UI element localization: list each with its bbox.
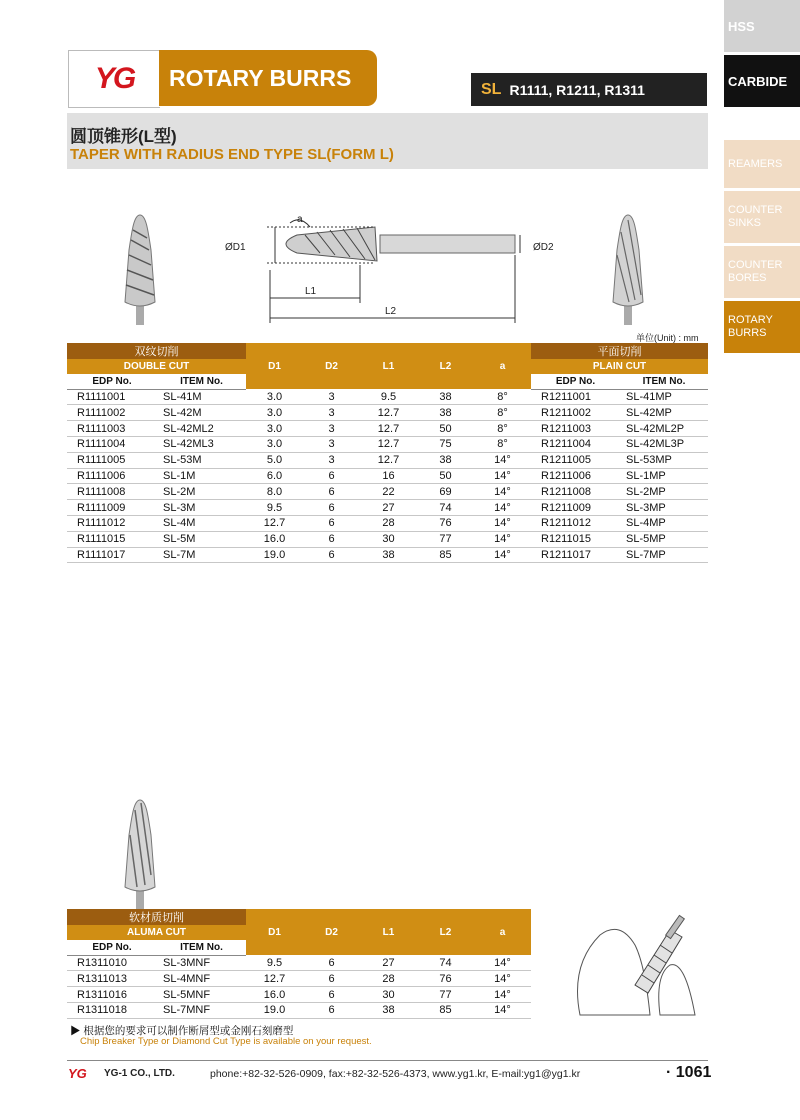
col-l2: L2 [417,343,474,389]
cell-d2: 6 [328,988,335,1001]
cell-l2: 85 [439,1004,452,1017]
cell-l2: 50 [439,469,452,482]
cell-l1: 9.5 [380,390,397,403]
cell-l1: 28 [382,517,395,530]
double-cut-cn: 双纹切削 [67,343,246,359]
edp-plain: R1211005 [541,454,591,467]
table-row [67,405,708,421]
cell-d1: 6.0 [266,469,283,482]
cell-d2: 3 [328,438,335,451]
cell-a: 8° [497,390,508,403]
col-edp-plain: EDP No. [531,374,620,389]
cell-a: 8° [497,422,508,435]
cell-d2: 6 [328,469,335,482]
label-l2: L2 [385,306,397,317]
edp-double: R1111001 [77,390,126,403]
footer-contact: phone:+82-32-526-0909, fax:+82-32-526-4373, www.yg1.kr, E-mail:yg1@yg1.kr [210,1068,581,1080]
table-row [67,421,708,437]
cell-d2: 3 [328,406,335,419]
cell-a: 14° [494,485,511,498]
col-edp: EDP No. [67,374,157,389]
usage-illustration [560,905,710,1025]
cell-d1: 12.7 [263,517,286,530]
cell-a: 14° [494,548,511,561]
cell-l2: 38 [439,390,452,403]
table-row [67,955,531,971]
unit-label: 单位(Unit) : mm [636,333,699,343]
table-row [67,484,708,500]
cell-d1: 19.0 [263,1004,286,1017]
cell-l2: 74 [439,501,452,514]
item-double: SL-4M [163,517,196,530]
logo-text: YG [94,62,135,95]
edp-double: R1111004 [77,438,126,451]
cell-l2: 75 [439,438,452,451]
col-d2: D2 [303,909,360,955]
burr-photo-left [115,210,165,325]
footer-divider [67,1060,708,1061]
col-edp: EDP No. [67,940,157,955]
tab-counter-bores[interactable] [724,246,800,298]
table-row [67,452,708,468]
table-row [67,436,708,452]
tab-hss[interactable] [724,0,800,52]
tab-label: ROTARY BURRS [728,314,773,339]
cell-d1: 9.5 [266,956,283,969]
cell-d2: 6 [328,533,335,546]
item-plain: SL-7MP [626,548,666,561]
item-plain: SL-4MP [626,517,666,530]
cell-d2: 3 [328,422,335,435]
item-double: SL-42ML3 [163,438,214,451]
edp-plain: R1211001 [541,390,591,403]
cell-d2: 6 [328,972,335,985]
edp-double: R1111008 [77,485,126,498]
cell-a: 14° [494,517,511,530]
table-row [67,531,708,547]
col-l1: L1 [360,343,417,389]
cell-l1: 12.7 [377,406,400,419]
col-l2: L2 [417,909,474,955]
item-plain: SL-42MP [626,406,672,419]
footer-logo: YG [68,1066,87,1081]
brand-logo [68,50,160,108]
cell-a: 14° [494,956,511,969]
item-double: SL-42ML2 [163,422,214,435]
item-double: SL-41M [163,390,202,403]
tab-label: HSS [728,18,755,34]
col-l1: L1 [360,909,417,955]
footer-company: YG-1 CO., LTD. [104,1068,175,1079]
cell-l2: 76 [439,972,452,985]
cell-d2: 6 [328,501,335,514]
edp-double: R1111017 [77,548,126,561]
aluma-cut-en: ALUMA CUT [67,925,246,940]
section-title: ROTARY BURRS [159,50,377,106]
cell-a: 14° [494,501,511,514]
cell-l2: 38 [439,406,452,419]
col-d2: D2 [303,343,360,389]
edp-plain: R1211009 [541,501,591,514]
series-codes: R1111, R1211, R1311 [509,81,645,98]
col-d1: D1 [246,909,303,955]
burr-photo-aluma [115,795,165,910]
cell-l1: 30 [382,988,395,1001]
note-cn: ▶ 根据您的要求可以制作断屑型或金刚石刻磨型 [70,1025,294,1037]
cell-a: 14° [494,533,511,546]
cell-l2: 76 [439,517,452,530]
item-double: SL-53M [163,454,202,467]
cell-d1: 12.7 [263,972,286,985]
cell-a: 14° [494,972,511,985]
cell-d2: 6 [328,485,335,498]
cell-d1: 3.0 [266,438,283,451]
col-item: ITEM No. [157,374,246,389]
cell-l2: 38 [439,454,452,467]
tab-counter-sinks[interactable] [724,191,800,243]
plain-cut-cn: 平面切削 [531,343,708,359]
cell-l1: 27 [382,956,395,969]
cell-d2: 3 [328,454,335,467]
item-plain: SL-5MP [626,533,666,546]
cell-d1: 9.5 [266,501,283,514]
cell-d1: 8.0 [266,485,283,498]
item-plain: SL-3MP [626,501,666,514]
tab-rotary-burrs[interactable] [724,301,800,353]
item-plain: SL-2MP [626,485,666,498]
cn-title: 圆顶锥形(L型) [70,127,177,146]
cell-d2: 6 [328,956,335,969]
cell-l1: 38 [382,548,395,561]
cell-d2: 6 [328,548,335,561]
edp-double: R1111012 [77,517,126,530]
cell-d1: 3.0 [266,406,283,419]
item-double: SL-5M [163,533,196,546]
item-double: SL-3M [163,501,196,514]
series-prefix: SL [481,80,502,98]
col-a: a [474,343,531,389]
edp-plain: R1211012 [541,517,591,530]
cell-d2: 6 [328,1004,335,1017]
cell-d1: 3.0 [266,422,283,435]
plain-cut-en: PLAIN CUT [531,359,708,374]
edp-plain: R1211017 [541,548,591,561]
col-item: ITEM No. [157,940,246,955]
table-row [67,987,531,1003]
cell-l1: 12.7 [377,422,400,435]
cell-l1: 16 [382,469,395,482]
item-aluma: SL-5MNF [163,988,211,1001]
cell-l2: 74 [439,956,452,969]
table-row [67,500,708,516]
table-row [67,389,708,405]
double-cut-en: DOUBLE CUT [67,359,246,374]
cell-d2: 3 [328,390,335,403]
cell-d1: 5.0 [266,454,283,467]
item-plain: SL-42ML2P [626,422,685,435]
cell-l1: 30 [382,533,395,546]
cell-l2: 77 [439,988,452,1001]
tab-label: COUNTER BORES [728,259,783,284]
item-plain: SL-42ML3P [626,438,685,451]
edp-plain: R1211006 [541,469,591,482]
tab-label: COUNTER SINKS [728,204,783,229]
item-double: SL-1M [163,469,196,482]
item-double: SL-7M [163,548,196,561]
edp-double: R1111006 [77,469,126,482]
cell-d1: 19.0 [263,548,286,561]
item-double: SL-2M [163,485,196,498]
edp-double: R1111003 [77,422,126,435]
col-d1: D1 [246,343,303,389]
cell-a: 8° [497,406,508,419]
cell-d2: 6 [328,517,335,530]
note-en: Chip Breaker Type or Diamond Cut Type is available on your request. [80,1036,372,1047]
table-row [67,547,708,563]
cell-l1: 38 [382,1004,395,1017]
edp-aluma: R1311018 [77,1004,127,1017]
label-d1: ØD1 [225,242,246,253]
cell-d1: 3.0 [266,390,283,403]
table-row [67,468,708,484]
cell-l1: 28 [382,972,395,985]
edp-double: R1111015 [77,533,126,546]
aluma-cut-cn: 软材质切削 [67,909,246,925]
table-row [67,515,708,531]
edp-double: R1111005 [77,454,126,467]
burr-photo-right [603,210,653,325]
item-plain: SL-41MP [626,390,672,403]
cell-l2: 50 [439,422,452,435]
tab-label: CARBIDE [728,73,788,89]
page-number: · 1061 [666,1064,712,1081]
cell-a: 14° [494,988,511,1001]
dimension-diagram [215,205,575,330]
cell-l2: 69 [439,485,452,498]
item-plain: SL-53MP [626,454,672,467]
item-plain: SL-1MP [626,469,666,482]
edp-plain: R1211003 [541,422,591,435]
col-item-plain: ITEM No. [620,374,708,389]
label-l1: L1 [305,286,317,297]
cell-a: 14° [494,454,511,467]
en-title: TAPER WITH RADIUS END TYPE SL(FORM L) [70,146,394,163]
cell-l2: 77 [439,533,452,546]
col-a: a [474,909,531,955]
cell-l1: 22 [382,485,395,498]
edp-aluma: R1311016 [77,988,127,1001]
edp-double: R1111002 [77,406,126,419]
cell-l1: 27 [382,501,395,514]
cell-a: 8° [497,438,508,451]
edp-aluma: R1311010 [77,956,127,969]
item-aluma: SL-3MNF [163,956,211,969]
cell-l1: 12.7 [377,438,400,451]
item-aluma: SL-7MNF [163,1004,211,1017]
main-spec-table [67,343,708,563]
tab-label: REAMERS [728,157,783,170]
cell-d1: 16.0 [263,533,286,546]
aluma-spec-table [67,909,531,1019]
edp-plain: R1211004 [541,438,591,451]
tab-reamers[interactable] [724,140,800,188]
edp-double: R1111009 [77,501,126,514]
item-aluma: SL-4MNF [163,972,211,985]
label-a: a [297,214,303,225]
cell-a: 14° [494,469,511,482]
edp-plain: R1211002 [541,406,591,419]
tab-carbide[interactable] [724,55,800,107]
edp-plain: R1211015 [541,533,591,546]
cell-a: 14° [494,1004,511,1017]
table-row [67,971,531,987]
table-row [67,1002,531,1018]
edp-plain: R1211008 [541,485,591,498]
cell-d1: 16.0 [263,988,286,1001]
cell-l2: 85 [439,548,452,561]
label-d2: ØD2 [533,242,554,253]
cell-l1: 12.7 [377,454,400,467]
item-double: SL-42M [163,406,202,419]
edp-aluma: R1311013 [77,972,127,985]
series-badge [471,73,707,106]
